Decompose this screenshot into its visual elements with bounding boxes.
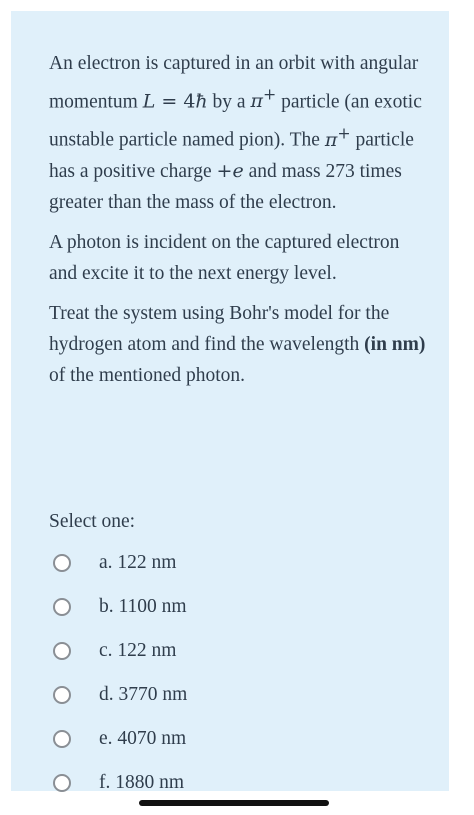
- option-label[interactable]: b. 1100 nm: [99, 596, 187, 617]
- radio-button-icon[interactable]: [53, 730, 71, 748]
- question-text-segment: and mass 273 times greater than the mass of the electron.: [49, 160, 402, 213]
- question-text-segment: particle has a positive charge: [49, 129, 414, 182]
- radio-button-icon[interactable]: [53, 598, 71, 616]
- option-f[interactable]: [53, 761, 433, 805]
- math-charge: [217, 160, 244, 182]
- option-b[interactable]: [53, 585, 433, 629]
- select-one-prompt: Select one:: [49, 511, 136, 532]
- option-label[interactable]: a. 122 nm: [99, 552, 177, 573]
- option-label[interactable]: c. 122 nm: [99, 640, 177, 661]
- option-e[interactable]: [53, 717, 433, 761]
- question-text-segment: of the mentioned photon.: [49, 364, 246, 386]
- math-superscript-plus: +: [337, 123, 351, 143]
- answer-options: [53, 541, 433, 805]
- option-label[interactable]: e. 4070 nm: [99, 728, 187, 749]
- option-c[interactable]: [53, 629, 433, 673]
- home-indicator-bar[interactable]: [139, 800, 329, 806]
- option-d[interactable]: [53, 673, 433, 717]
- radio-button-icon[interactable]: [53, 554, 71, 572]
- math-symbol-pi: π: [324, 128, 338, 151]
- question-text: [49, 48, 429, 391]
- radio-button-icon[interactable]: [53, 686, 71, 704]
- question-card: [11, 11, 449, 791]
- question-bold-units: (in nm): [364, 333, 426, 355]
- question-paragraph-1: [49, 48, 429, 218]
- option-label[interactable]: d. 3770 nm: [99, 684, 188, 705]
- question-text-segment: Treat the system using Bohr's model for the hydrogen atom and find the wavelength: [49, 302, 390, 355]
- math-symbol-e: e: [232, 159, 244, 182]
- radio-button-icon[interactable]: [53, 774, 71, 792]
- math-plus-sign: +: [216, 159, 233, 182]
- radio-button-icon[interactable]: [53, 642, 71, 660]
- math-symbol-l: L: [142, 90, 156, 113]
- math-symbol-pi: π: [250, 90, 263, 113]
- question-text-segment: by a: [207, 91, 251, 113]
- question-text-segment: particle (an exotic unstable particle named pion). The: [49, 91, 422, 151]
- math-pion: [324, 123, 351, 151]
- option-a[interactable]: [53, 541, 433, 585]
- question-paragraph-2: A photon is incident on the captured electron and excite it to the next energy level.: [49, 231, 400, 284]
- math-angular-momentum: [143, 90, 208, 112]
- question-paragraph-3: [49, 298, 429, 391]
- math-symbol-hbar: ħ: [195, 90, 208, 113]
- math-pion: [250, 85, 277, 113]
- option-label[interactable]: f. 1880 nm: [99, 772, 185, 793]
- math-superscript-plus: +: [262, 85, 277, 104]
- math-equals-four: = 4: [155, 90, 196, 113]
- question-text-segment: An electron is captured in an orbit with angular momentum: [49, 53, 419, 113]
